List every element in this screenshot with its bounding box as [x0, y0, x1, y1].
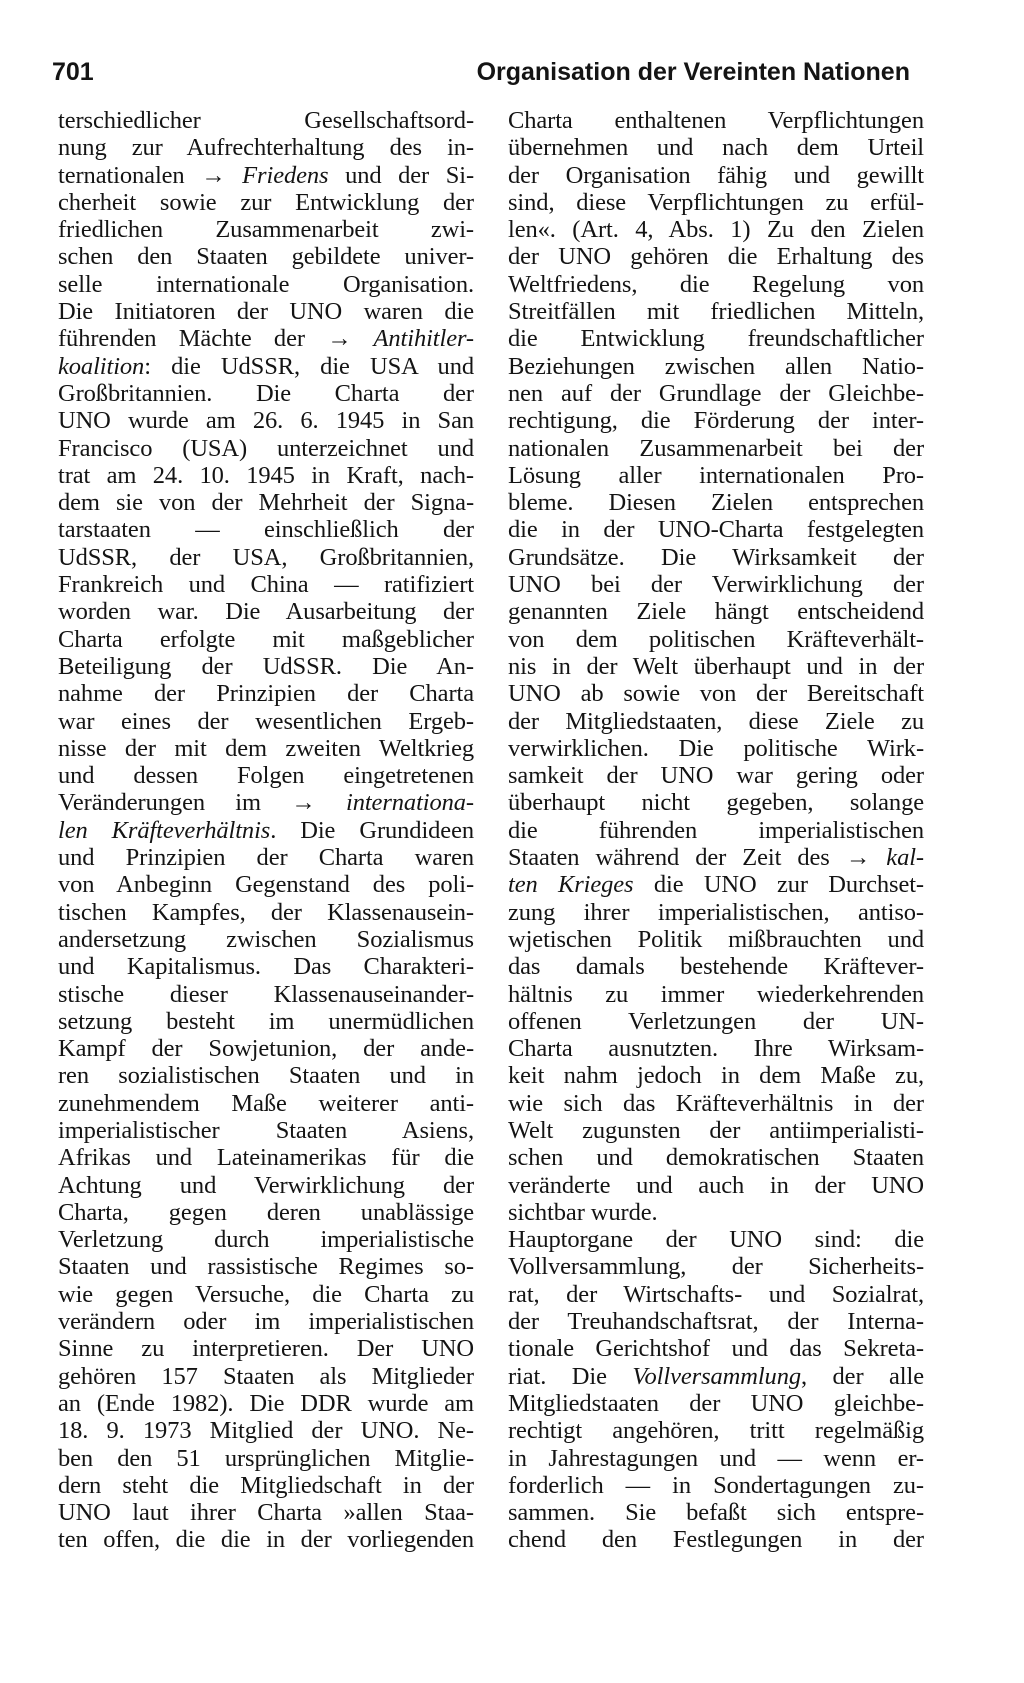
- text-segment: selle internationale Organisation.: [58, 270, 474, 298]
- text-segment: der UNO gehören die Erhaltung des: [508, 243, 924, 271]
- text-line: [58, 380, 474, 407]
- text-segment: trat am 24. 10. 1945 in Kraft, nach-: [58, 461, 474, 489]
- text-segment: . Die Grundideen: [270, 816, 474, 844]
- text-segment: Achtung und Verwirklichung der: [58, 1171, 474, 1199]
- text-line: [58, 1281, 474, 1308]
- text-segment: 18. 9. 1973 Mitglied der UNO. Ne-: [58, 1417, 474, 1445]
- text-line: [508, 789, 924, 816]
- text-line: [58, 489, 474, 516]
- cross-reference-text: → Antihitler-: [327, 325, 474, 353]
- text-segment: tarstaaten — einschließlich der: [58, 516, 474, 544]
- text-segment: Mitgliedstaaten der UNO gleichbe-: [508, 1389, 924, 1417]
- text-segment: Sinne zu interpretieren. Der UNO: [58, 1335, 474, 1363]
- text-segment: Weltfriedens, die Regelung von: [508, 270, 924, 298]
- text-line: [58, 271, 474, 298]
- right-text-column: [508, 107, 924, 1554]
- text-line: [58, 1445, 474, 1472]
- left-text-column: [58, 107, 474, 1554]
- text-segment: Francisco (USA) unterzeichnet und: [58, 434, 474, 462]
- text-line: [508, 762, 924, 789]
- text-segment: cherheit sowie zur Entwicklung der: [58, 188, 474, 216]
- text-segment: chend den Festlegungen in der: [508, 1526, 924, 1554]
- text-segment: die in der UNO-Charta festgelegten: [508, 516, 924, 544]
- text-segment: Charta erfolgte mit maßgeblicher: [58, 625, 474, 653]
- text-segment: friedlichen Zusammenarbeit zwi-: [58, 216, 474, 244]
- text-segment: UNO wurde am 26. 6. 1945 in San: [58, 407, 474, 435]
- text-line: [508, 489, 924, 516]
- text-line: [58, 1363, 474, 1390]
- text-line: [508, 1417, 924, 1444]
- text-line: [58, 653, 474, 680]
- text-segment: überhaupt nicht gegeben, solange: [508, 789, 924, 817]
- text-line: [508, 435, 924, 462]
- text-line: [508, 134, 924, 161]
- text-line: [508, 1390, 924, 1417]
- text-segment: ten offen, die die in der vorliegenden: [58, 1526, 474, 1554]
- text-segment: UNO ab sowie von der Bereitschaft: [508, 680, 924, 708]
- text-segment: nisse der mit dem zweiten Weltkrieg: [58, 734, 474, 762]
- text-segment: imperialistischer Staaten Asiens,: [58, 1116, 474, 1144]
- text-line: [508, 1035, 924, 1062]
- text-segment: Hauptorgane der UNO sind: die: [508, 1226, 924, 1254]
- text-segment: hältnis zu immer wiederkehrenden: [508, 980, 924, 1008]
- text-line: [508, 653, 924, 680]
- text-segment: die führenden imperialistischen: [508, 816, 924, 844]
- text-line: [58, 899, 474, 926]
- text-line: [58, 1090, 474, 1117]
- text-segment: gehören 157 Staaten als Mitglieder: [58, 1362, 474, 1390]
- text-line: [58, 708, 474, 735]
- text-line: [508, 1472, 924, 1499]
- text-segment: Staaten während der Zeit des: [508, 844, 846, 872]
- text-segment: schen und demokratischen Staaten: [508, 1144, 924, 1172]
- text-line: [508, 462, 924, 489]
- text-segment: ben den 51 ursprünglichen Mitglie-: [58, 1444, 474, 1472]
- text-segment: Charta enthaltenen Verpflichtungen: [508, 107, 924, 134]
- text-line: [58, 1526, 474, 1553]
- text-segment: Staaten und rassistische Regimes so-: [58, 1253, 474, 1281]
- running-head: Organisation der Vereinten Nationen: [476, 58, 910, 86]
- cross-reference-text: koalition: [58, 352, 145, 380]
- text-line: [508, 680, 924, 707]
- text-line: [508, 1445, 924, 1472]
- text-line: [508, 243, 924, 270]
- text-segment: der Mitgliedstaaten, diese Ziele zu: [508, 707, 924, 735]
- text-segment: war eines der wesentlichen Ergeb-: [58, 707, 474, 735]
- text-line: [58, 1335, 474, 1362]
- text-segment: bleme. Diesen Zielen entsprechen: [508, 489, 924, 517]
- text-line: [508, 981, 924, 1008]
- text-line: [508, 626, 924, 653]
- text-segment: Beziehungen zwischen allen Natio-: [508, 352, 924, 380]
- text-line: [58, 298, 474, 325]
- text-segment: nis in der Welt überhaupt und in der: [508, 652, 924, 680]
- text-line: [508, 598, 924, 625]
- text-line: [508, 544, 924, 571]
- text-segment: terschiedlicher Gesellschaftsord-: [58, 107, 474, 134]
- text-line: [508, 1253, 924, 1280]
- text-segment: in Jahrestagungen und — wenn er-: [508, 1444, 924, 1472]
- text-segment: und der Si-: [328, 161, 474, 189]
- text-line: [58, 817, 474, 844]
- text-segment: , der alle: [801, 1362, 924, 1390]
- text-segment: UNO bei der Verwirklichung der: [508, 571, 924, 599]
- text-segment: Kampf der Sowjetunion, der ande-: [58, 1035, 474, 1063]
- text-segment: wjetischen Politik mißbrauchten und: [508, 925, 924, 953]
- text-segment: an (Ende 1982). Die DDR wurde am: [58, 1389, 474, 1417]
- text-line: [58, 789, 474, 816]
- text-line: [58, 626, 474, 653]
- text-segment: und dessen Folgen eingetretenen: [58, 762, 474, 790]
- text-segment: forderlich — in Sondertagungen zu-: [508, 1471, 924, 1499]
- text-segment: Charta, gegen deren unablässige: [58, 1198, 474, 1226]
- text-segment: samkeit der UNO war gering oder: [508, 762, 924, 790]
- text-segment: sammen. Sie befaßt sich entspre-: [508, 1499, 924, 1527]
- text-segment: Veränderungen im: [58, 789, 292, 817]
- text-line: [58, 1062, 474, 1089]
- text-line: [58, 1472, 474, 1499]
- text-line: [58, 407, 474, 434]
- text-line: [508, 1172, 924, 1199]
- text-segment: : die UdSSR, die USA und: [144, 352, 474, 380]
- text-line: [58, 571, 474, 598]
- text-line: [508, 571, 924, 598]
- text-segment: übernehmen und nach dem Urteil: [508, 134, 924, 162]
- text-line: [58, 516, 474, 543]
- text-segment: sind, diese Verpflichtungen zu erfül-: [508, 188, 924, 216]
- text-segment: len«. (Art. 4, Abs. 1) Zu den Zielen: [508, 216, 924, 244]
- text-segment: UdSSR, der USA, Großbritannien,: [58, 543, 474, 571]
- text-segment: Frankreich und China — ratifiziert: [58, 571, 474, 599]
- text-line: [508, 325, 924, 352]
- text-segment: ren sozialistischen Staaten und in: [58, 1062, 474, 1090]
- text-segment: der Organisation fähig und gewillt: [508, 161, 924, 189]
- text-line: [508, 1281, 924, 1308]
- text-line: [58, 162, 474, 189]
- text-segment: von Anbeginn Gegenstand des poli-: [58, 871, 474, 899]
- text-segment: führenden Mächte der: [58, 325, 328, 353]
- text-line: [58, 134, 474, 161]
- text-line: [58, 1390, 474, 1417]
- text-segment: worden war. Die Ausarbeitung der: [58, 598, 474, 626]
- text-segment: veränderte und auch in der UNO: [508, 1171, 924, 1199]
- text-line: [508, 1117, 924, 1144]
- text-segment: Afrikas und Lateinamerikas für die: [58, 1144, 474, 1172]
- text-segment: Streitfällen mit friedlichen Mitteln,: [508, 298, 924, 326]
- text-line: [508, 1526, 924, 1553]
- text-segment: Verletzung durch imperialistische: [58, 1226, 474, 1254]
- text-segment: Beteiligung der UdSSR. Die An-: [58, 652, 474, 680]
- text-line: [58, 1253, 474, 1280]
- text-line: [508, 380, 924, 407]
- text-segment: wie gegen Versuche, die Charta zu: [58, 1280, 474, 1308]
- text-segment: ternationalen: [58, 161, 202, 189]
- text-segment: Lösung aller internationalen Pro-: [508, 461, 924, 489]
- text-line: [508, 735, 924, 762]
- text-line: [508, 1226, 924, 1253]
- cross-reference-text: → kal-: [845, 844, 924, 872]
- text-line: [58, 844, 474, 871]
- text-segment: die UNO zur Durchset-: [633, 871, 924, 899]
- text-line: [58, 981, 474, 1008]
- text-segment: dern steht die Mitgliedschaft in der: [58, 1471, 474, 1499]
- text-line: [58, 107, 474, 134]
- text-segment: rechtigung, die Förderung der inter-: [508, 407, 924, 435]
- text-line: [58, 243, 474, 270]
- cross-reference-text: → internationa-: [291, 789, 474, 817]
- text-segment: rechtigt angehören, tritt regelmäßig: [508, 1417, 924, 1445]
- text-line: [58, 598, 474, 625]
- text-segment: wie sich das Kräfteverhältnis in der: [508, 1089, 924, 1117]
- text-segment: Die Initiatoren der UNO waren die: [58, 298, 474, 326]
- text-line: [508, 353, 924, 380]
- text-segment: offenen Verletzungen der UN-: [508, 1007, 924, 1035]
- text-segment: nen auf der Grundlage der Gleichbe-: [508, 379, 924, 407]
- text-segment: schen den Staaten gebildete univer-: [58, 243, 474, 271]
- text-segment: tischen Kampfes, der Klassenausein-: [58, 898, 474, 926]
- text-line: [58, 1499, 474, 1526]
- text-segment: verwirklichen. Die politische Wirk-: [508, 734, 924, 762]
- text-line: [58, 1035, 474, 1062]
- text-line: [508, 1008, 924, 1035]
- text-segment: rat, der Wirtschafts- und Sozialrat,: [508, 1280, 924, 1308]
- text-line: [508, 271, 924, 298]
- text-segment: tionale Gerichtshof und das Sekreta-: [508, 1335, 924, 1363]
- text-line: [508, 407, 924, 434]
- text-segment: zunehmendem Maße weiterer anti-: [58, 1089, 474, 1117]
- text-line: [58, 1417, 474, 1444]
- text-line: [58, 544, 474, 571]
- text-segment: dem sie von der Mehrheit der Signa-: [58, 489, 474, 517]
- text-line: [508, 899, 924, 926]
- text-line: [58, 435, 474, 462]
- cross-reference-text: ten Krieges: [508, 871, 634, 899]
- text-segment: sichtbar wurde.: [508, 1198, 658, 1226]
- text-segment: die Entwicklung freundschaftlicher: [508, 325, 924, 353]
- text-segment: das damals bestehende Kräftever-: [508, 953, 924, 981]
- text-line: [58, 1008, 474, 1035]
- text-line: [508, 1090, 924, 1117]
- text-line: [58, 735, 474, 762]
- text-line: [508, 708, 924, 735]
- text-line: [58, 680, 474, 707]
- text-line: [508, 844, 924, 871]
- text-segment: nung zur Aufrechterhaltung des in-: [58, 134, 474, 162]
- text-line: [508, 1499, 924, 1526]
- text-segment: Vollversammlung, der Sicherheits-: [508, 1253, 924, 1281]
- text-line: [508, 1308, 924, 1335]
- text-segment: verändern oder im imperialistischen: [58, 1308, 474, 1336]
- text-line: [58, 325, 474, 352]
- text-segment: UNO laut ihrer Charta »allen Staa-: [58, 1499, 474, 1527]
- cross-reference-text: → Friedens: [201, 161, 329, 189]
- text-line: [508, 1062, 924, 1089]
- text-segment: Großbritannien. Die Charta der: [58, 379, 474, 407]
- text-line: [58, 1144, 474, 1171]
- text-segment: genannten Ziele hängt entscheidend: [508, 598, 924, 626]
- text-line: [58, 216, 474, 243]
- text-segment: Grundsätze. Die Wirksamkeit der: [508, 543, 924, 571]
- text-line: [508, 871, 924, 898]
- text-segment: Charta ausnutzten. Ihre Wirksam-: [508, 1035, 924, 1063]
- text-segment: nationalen Zusammenarbeit bei der: [508, 434, 924, 462]
- text-segment: zung ihrer imperialistischen, antiso-: [508, 898, 924, 926]
- text-line: [58, 462, 474, 489]
- text-segment: nahme der Prinzipien der Charta: [58, 680, 474, 708]
- text-segment: der Treuhandschaftsrat, der Interna-: [508, 1308, 924, 1336]
- page-number: 701: [52, 58, 94, 86]
- text-segment: setzung besteht im unermüdlichen: [58, 1007, 474, 1035]
- text-segment: und Kapitalismus. Das Charakteri-: [58, 953, 474, 981]
- cross-reference-text: len Kräfteverhältnis: [58, 816, 271, 844]
- text-line: [508, 1199, 924, 1226]
- text-segment: riat. Die: [508, 1362, 633, 1390]
- text-line: [508, 162, 924, 189]
- text-line: [58, 953, 474, 980]
- text-line: [508, 189, 924, 216]
- text-line: [58, 1117, 474, 1144]
- text-segment: von dem politischen Kräfteverhält-: [508, 625, 924, 653]
- text-segment: Welt zugunsten der antiimperialisti-: [508, 1116, 924, 1144]
- text-line: [58, 353, 474, 380]
- text-line: [508, 107, 924, 134]
- text-line: [508, 817, 924, 844]
- text-segment: andersetzung zwischen Sozialismus: [58, 925, 474, 953]
- text-line: [58, 1199, 474, 1226]
- text-line: [58, 871, 474, 898]
- text-line: [508, 1363, 924, 1390]
- text-line: [508, 953, 924, 980]
- text-line: [58, 926, 474, 953]
- text-line: [58, 189, 474, 216]
- text-line: [58, 1226, 474, 1253]
- page-header: [52, 52, 910, 92]
- text-segment: stische dieser Klassenauseinander-: [58, 980, 474, 1008]
- text-line: [508, 298, 924, 325]
- text-line: [508, 516, 924, 543]
- text-line: [508, 1144, 924, 1171]
- text-segment: und Prinzipien der Charta waren: [58, 844, 474, 872]
- text-line: [58, 762, 474, 789]
- text-line: [508, 926, 924, 953]
- text-line: [508, 216, 924, 243]
- text-segment: keit nahm jedoch in dem Maße zu,: [508, 1062, 924, 1090]
- cross-reference-text: Vollversammlung: [632, 1362, 801, 1390]
- text-line: [508, 1335, 924, 1362]
- text-line: [58, 1172, 474, 1199]
- text-line: [58, 1308, 474, 1335]
